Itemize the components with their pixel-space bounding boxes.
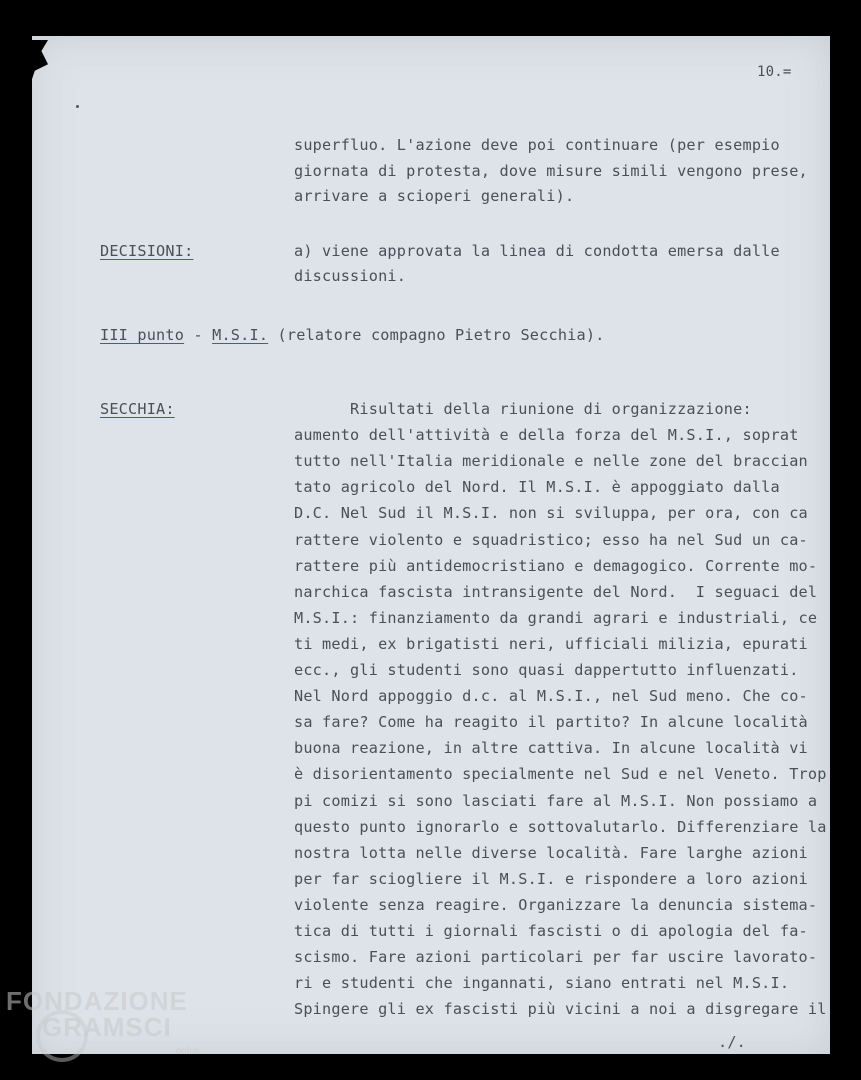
fondazione-gramsci-logo [6, 986, 200, 1057]
secchia-line: violente senza reagire. Organizzare la denuncia sistema- [294, 895, 818, 914]
secchia-line: pi comizi si sono lasciati fare al M.S.I. Non possiamo a [294, 791, 818, 810]
section-heading [100, 326, 605, 344]
secchia-line: per far sciogliere il M.S.I. e rispondere a loro azioni [294, 869, 808, 888]
secchia-line: nostra lotta nelle diverse località. Fare larghe azioni [294, 843, 808, 862]
secchia-line: scismo. Fare azioni particolari per far uscire lavorato- [294, 948, 818, 967]
secchia-line: aumento dell'attività e della forza del M.S.I., soprat [294, 426, 799, 445]
continuation-mark: ./. [718, 1033, 747, 1051]
secchia-line: narchica fascista intransigente del Nord. I seguaci del [294, 582, 818, 601]
secchia-line: tutto nell'Italia meridionale e nelle zone del braccian [294, 452, 808, 471]
intro-line: arrivare a scioperi generali). [294, 187, 575, 205]
heading-rest: (relatore compagno Pietro Secchia). [268, 326, 605, 344]
decisioni-label: DECISIONI: [100, 242, 194, 260]
intro-line: giornata di protesta, dove misure simili vengono prese, [294, 162, 808, 180]
secchia-line: ecc., gli studenti sono quasi dappertutto influenzati. [294, 661, 799, 679]
secchia-line: buona reazione, in altre cattiva. In alcune località vi [294, 739, 808, 758]
secchia-line: ri e studenti che ingannati, siano entrati nel M.S.I. [294, 974, 790, 993]
watermark-line2: GRAMSCI [42, 1012, 172, 1042]
secchia-line: tato agricolo del Nord. Il M.S.I. è appoggiato dalla [294, 478, 780, 497]
punch-mark [76, 105, 79, 108]
secchia-line: rattere violento e squadristico; esso ha nel Sud un ca- [294, 530, 808, 549]
heading-sep: - [184, 326, 213, 344]
decisioni-line: discussioni. [294, 267, 407, 285]
secchia-line: Risultati della riunione di organizzazione: [294, 400, 752, 418]
secchia-label: SECCHIA: [100, 400, 175, 418]
secchia-line: Spingere gli ex fascisti più vicini a noi a disgregare il [294, 1000, 827, 1019]
decisioni-line: a) viene approvata la linea di condotta emersa dalle [294, 242, 780, 260]
secchia-line: sa fare? Come ha reagito il partito? In alcune località [294, 713, 808, 732]
secchia-line: rattere più antidemocristiano e demagogico. Corrente mo- [294, 556, 818, 575]
intro-line: superfluo. L'azione deve poi continuare (per esempio [294, 136, 780, 154]
heading-msi: M.S.I. [212, 326, 269, 344]
secchia-line: questo punto ignorarlo e sottovalutarlo. Differenziare la [294, 817, 827, 836]
secchia-line: M.S.I.: finanziamento da grandi agrari e industriali, ce [294, 608, 818, 627]
secchia-line: è disorientamento specialmente nel Sud e nel Veneto. Trop [294, 765, 827, 784]
watermark-line3: onlus [176, 1046, 200, 1057]
secchia-line: Nel Nord appoggio d.c. al M.S.I., nel Sud meno. Che co- [294, 687, 808, 706]
heading-punto: III punto [100, 326, 185, 344]
secchia-line: D.C. Nel Sud il M.S.I. non si sviluppa, per ora, con ca [294, 504, 808, 523]
secchia-line: ti medi, ex brigatisti neri, ufficiali milizia, epurati [294, 634, 808, 653]
secchia-line: tica di tutti i giornali fascisti o di apologia del fa- [294, 922, 808, 940]
page-number: 10.= [757, 64, 792, 80]
watermark-line1: FONDAZIONE [6, 986, 188, 1016]
